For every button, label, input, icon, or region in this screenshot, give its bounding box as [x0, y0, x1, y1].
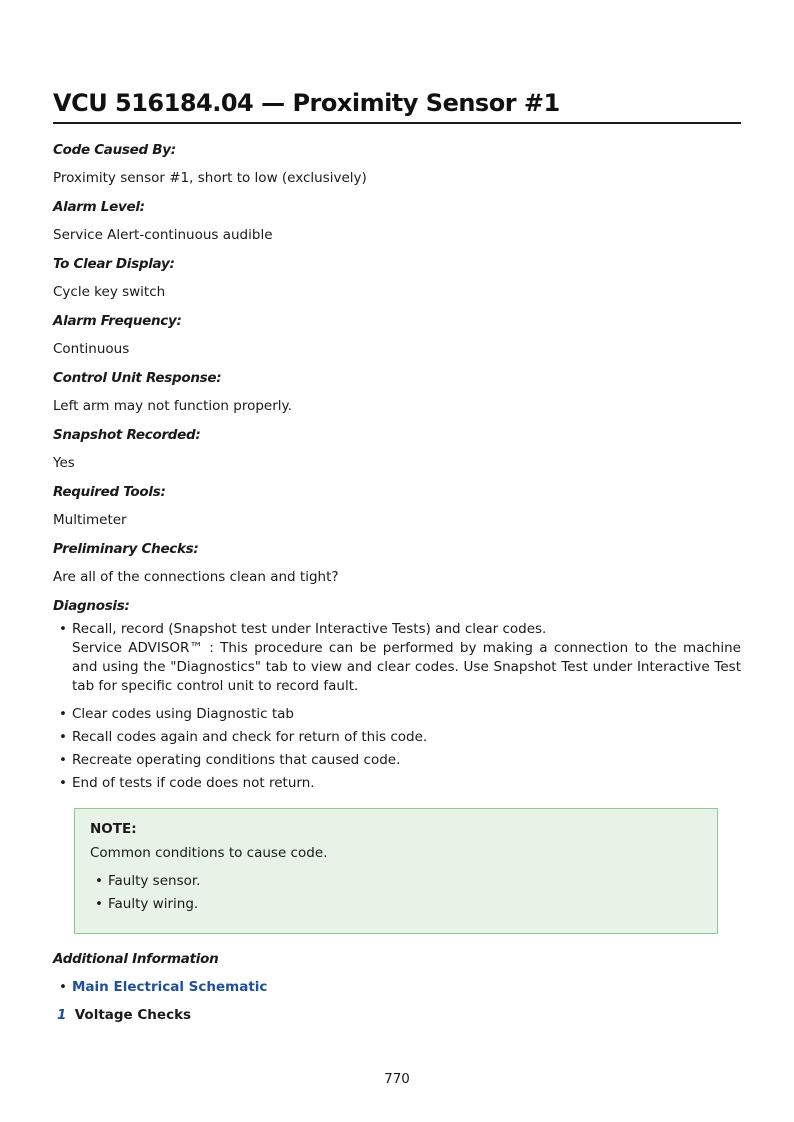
- list-item-text: Recall, record (Snapshot test under Interactive Tests) and clear codes.: [72, 621, 547, 637]
- fields-section: [53, 139, 741, 623]
- field-label: Code Caused By:: [53, 142, 176, 158]
- field-label: Diagnosis:: [53, 598, 130, 614]
- field-code-caused-by: [53, 139, 741, 196]
- field-value: Cycle key switch: [53, 284, 166, 300]
- list-item: [90, 895, 200, 914]
- list-item-subtext: Service ADVISOR™ : This procedure can be performed by making a connection to the machine and using the "Diagnostics" tab to view and clear codes. Use Snapshot Test under Interactive Test tab for specific control unit to record fault.: [72, 640, 741, 694]
- field-alarm-frequency: [53, 310, 741, 367]
- field-required-tools: [53, 481, 741, 538]
- bullet-icon: •: [59, 775, 67, 791]
- main-electrical-schematic-link[interactable]: Main Electrical Schematic: [72, 979, 268, 995]
- bullet-icon: •: [59, 752, 67, 768]
- list-item: [53, 705, 741, 724]
- field-preliminary-checks: [53, 538, 741, 595]
- field-value: Proximity sensor #1, short to low (exclusively): [53, 170, 367, 186]
- step-number: 1: [57, 1007, 67, 1023]
- list-item-text: Faulty sensor.: [108, 873, 201, 889]
- list-item-text: Recreate operating conditions that caused code.: [72, 752, 401, 768]
- list-item-text: Faulty wiring.: [108, 896, 199, 912]
- list-item: [53, 751, 741, 770]
- field-diagnosis: [53, 595, 741, 623]
- field-value: Multimeter: [53, 512, 127, 528]
- field-value: Left arm may not function properly.: [53, 398, 292, 414]
- note-list: [90, 872, 200, 918]
- field-label: Control Unit Response:: [53, 370, 222, 386]
- field-value: Yes: [53, 455, 75, 471]
- field-value: Service Alert-continuous audible: [53, 227, 273, 243]
- field-label: Alarm Level:: [53, 199, 145, 215]
- additional-information-heading: Additional Information: [53, 951, 219, 967]
- note-box: [74, 808, 718, 934]
- list-item: [53, 774, 741, 793]
- field-control-unit-response: [53, 367, 741, 424]
- page-number: 770: [384, 1071, 410, 1087]
- bullet-icon: •: [59, 979, 67, 995]
- bullet-icon: •: [59, 729, 67, 745]
- voltage-checks-step[interactable]: [53, 1007, 191, 1023]
- field-snapshot-recorded: [53, 424, 741, 481]
- field-label: Required Tools:: [53, 484, 166, 500]
- bullet-icon: •: [59, 706, 67, 722]
- field-alarm-level: [53, 196, 741, 253]
- field-to-clear-display: [53, 253, 741, 310]
- list-item: [53, 620, 741, 696]
- list-item-text: Clear codes using Diagnostic tab: [72, 706, 294, 722]
- field-value: Continuous: [53, 341, 130, 357]
- note-text: Common conditions to cause code.: [90, 845, 328, 861]
- note-title: NOTE:: [90, 821, 137, 837]
- field-label: To Clear Display:: [53, 256, 175, 272]
- field-label: Alarm Frequency:: [53, 313, 182, 329]
- page-title: VCU 516184.04 — Proximity Sensor #1: [53, 89, 560, 117]
- list-item-text: Recall codes again and check for return of this code.: [72, 729, 428, 745]
- list-item: [53, 728, 741, 747]
- bullet-icon: •: [95, 896, 103, 912]
- field-label: Snapshot Recorded:: [53, 427, 201, 443]
- document-page: [53, 0, 741, 1122]
- bullet-icon: •: [59, 621, 67, 637]
- step-label: Voltage Checks: [74, 1007, 192, 1023]
- field-label: Preliminary Checks:: [53, 541, 199, 557]
- bullet-icon: •: [95, 873, 103, 889]
- diagnosis-list: [53, 620, 741, 797]
- title-divider: [53, 122, 741, 124]
- field-value: Are all of the connections clean and tight?: [53, 569, 339, 585]
- list-item-text: End of tests if code does not return.: [72, 775, 315, 791]
- list-item: [90, 872, 200, 891]
